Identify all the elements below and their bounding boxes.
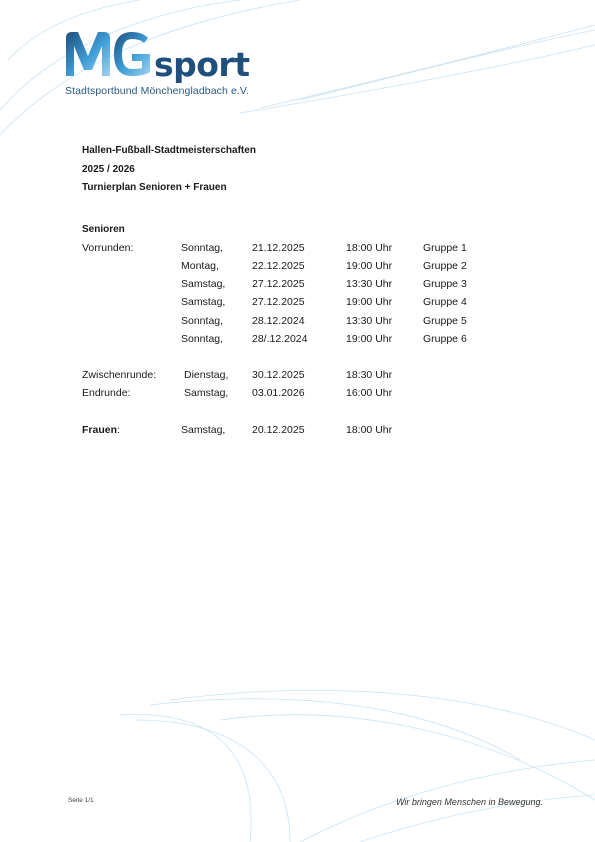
- row-group: Gruppe 5: [423, 315, 467, 327]
- season-line: 2025 / 2026: [82, 164, 135, 175]
- row-date: 20.12.2025: [252, 424, 305, 436]
- row-time: 18:00 Uhr: [346, 424, 393, 436]
- row-time: 19:00 Uhr: [346, 296, 393, 308]
- row-day: Samstag,: [181, 296, 226, 308]
- row-time: 13:30 Uhr: [346, 315, 393, 327]
- section-heading-senioren: Senioren: [82, 224, 125, 235]
- row-date: 28/.12.2024: [252, 333, 308, 345]
- row-time: 19:00 Uhr: [346, 333, 393, 345]
- schedule-row: [0, 315, 595, 331]
- row-group: Gruppe 6: [423, 333, 467, 345]
- row-label: Zwischenrunde:: [82, 369, 157, 381]
- row-day: Sonntag,: [181, 315, 224, 327]
- schedule-row-endrunde: [0, 387, 595, 403]
- row-date: 30.12.2025: [252, 369, 305, 381]
- row-day: Montag,: [181, 260, 219, 272]
- label-colon: :: [117, 424, 120, 436]
- schedule-row: [0, 333, 595, 349]
- row-label: Vorrunden:: [82, 242, 134, 254]
- row-date: 21.12.2025: [252, 242, 305, 254]
- schedule-row-frauen: [0, 424, 595, 440]
- row-date: 28.12.2024: [252, 315, 305, 327]
- row-date: 27.12.2025: [252, 296, 305, 308]
- schedule-row-zwischenrunde: [0, 369, 595, 385]
- schedule-row: [0, 278, 595, 294]
- row-time: 18:30 Uhr: [346, 369, 393, 381]
- row-date: 22.12.2025: [252, 260, 305, 272]
- page-number: Seite 1/1: [68, 797, 94, 804]
- row-day: Samstag,: [184, 387, 229, 399]
- row-label: [82, 424, 120, 436]
- row-group: Gruppe 1: [423, 242, 467, 254]
- schedule-row: [0, 260, 595, 276]
- row-day: Sonntag,: [181, 333, 224, 345]
- row-time: 13:30 Uhr: [346, 278, 393, 290]
- row-day: Samstag,: [181, 424, 226, 436]
- row-date: 27.12.2025: [252, 278, 305, 290]
- row-day: Dienstag,: [184, 369, 229, 381]
- subtitle: Turnierplan Senioren + Frauen: [82, 182, 227, 193]
- mg-logo-mark: [64, 30, 274, 90]
- row-day: Samstag,: [181, 278, 226, 290]
- row-date: 03.01.2026: [252, 387, 305, 399]
- row-time: 19:00 Uhr: [346, 260, 393, 272]
- row-label: Endrunde:: [82, 387, 131, 399]
- logo-tagline: Stadtsportbund Mönchengladbach e.V.: [65, 85, 250, 97]
- row-time: 16:00 Uhr: [346, 387, 393, 399]
- logo-word: sport: [154, 45, 250, 84]
- footer-slogan: Wir bringen Menschen in Bewegung.: [396, 797, 544, 807]
- row-group: Gruppe 2: [423, 260, 467, 272]
- schedule-row: [0, 242, 595, 258]
- row-group: Gruppe 4: [423, 296, 467, 308]
- section-heading-frauen: Frauen: [82, 424, 118, 436]
- row-day: Sonntag,: [181, 242, 224, 254]
- row-time: 18:00 Uhr: [346, 242, 393, 254]
- row-group: Gruppe 3: [423, 278, 467, 290]
- schedule-row: [0, 296, 595, 312]
- document-title: Hallen-Fußball-Stadtmeisterschaften: [82, 145, 256, 156]
